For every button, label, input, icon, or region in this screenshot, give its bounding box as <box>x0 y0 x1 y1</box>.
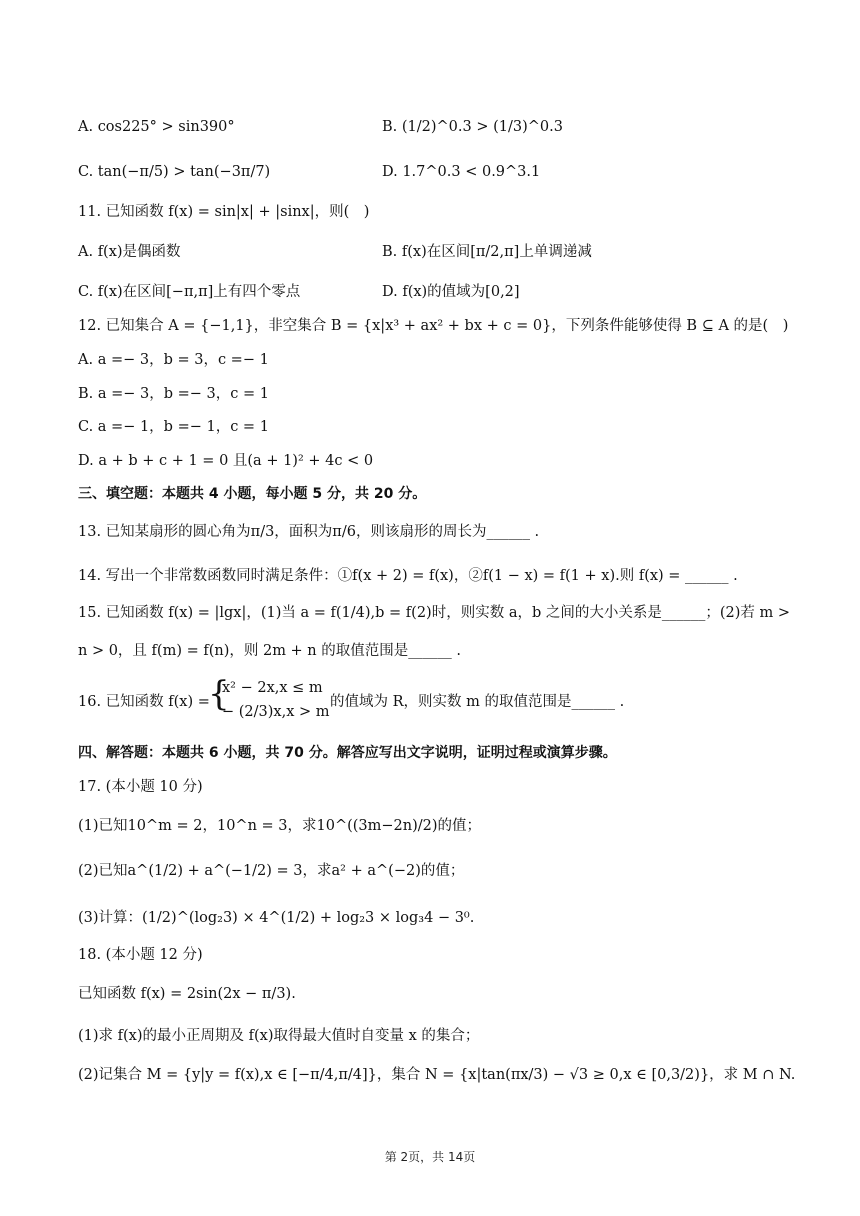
q16-prefix: 16. 已知函数 f(x) = <box>78 694 210 710</box>
q18-part-1: (1)求 f(x)的最小正周期及 f(x)取得最大值时自变量 x 的集合； <box>78 1028 480 1044</box>
q10-option-d: D. 1.7^0.3 < 0.9^3.1 <box>382 164 541 180</box>
q18-part-2: (2)记集合 M = {y|y = f(x),x ∈ [−π/4,π/4]}，集合 N = {x|tan(πx/3) − √3 ≥ 0,x ∈ [0,3/2)}，求 M ∩ N. <box>78 1067 796 1083</box>
q17-part-3: (3)计算：(1/2)^(log₂3) × 4^(1/2) + log₂3 × log₃4 − 3⁰. <box>78 910 475 926</box>
q13: 13. 已知某扇形的圆心角为π/3，面积为π/6，则该扇形的周长为______ . <box>78 524 540 540</box>
q12-option-d: D. a + b + c + 1 = 0 且(a + 1)² + 4c < 0 <box>78 453 374 469</box>
q18-stem: 已知函数 f(x) = 2sin(2x − π/3). <box>78 986 296 1002</box>
q10-option-b: B. (1/2)^0.3 > (1/3)^0.3 <box>382 119 563 135</box>
q11-option-a: A. f(x)是偶函数 <box>78 244 181 260</box>
q14: 14. 写出一个非常数函数同时满足条件：①f(x + 2) = f(x)，②f(1 − x) = f(1 + x).则 f(x) = ______ . <box>78 568 738 584</box>
q10-option-a: A. cos225° > sin390° <box>78 119 235 135</box>
q11-option-d: D. f(x)的值域为[0,2] <box>382 284 520 300</box>
q17-header: 17. (本小题 10 分) <box>78 779 203 795</box>
q11-option-b: B. f(x)在区间[π/2,π]上单调递减 <box>382 244 592 260</box>
q18-header: 18. (本小题 12 分) <box>78 947 203 963</box>
q11-option-c: C. f(x)在区间[−π,π]上有四个零点 <box>78 284 301 300</box>
q12-option-c: C. a =− 1，b =− 1，c = 1 <box>78 419 269 435</box>
q10-option-c: C. tan(−π/5) > tan(−3π/7) <box>78 164 271 180</box>
q12-option-a: A. a =− 3，b = 3，c =− 1 <box>78 352 269 368</box>
q17-part-2: (2)已知a^(1/2) + a^(−1/2) = 3，求a² + a^(−2)的值； <box>78 863 465 879</box>
q17-part-1: (1)已知10^m = 2，10^n = 3，求10^((3m−2n)/2)的值； <box>78 818 482 834</box>
q16-case-1: x² − 2x,x ≤ m <box>222 680 323 696</box>
q15-line-1: 15. 已知函数 f(x) = |lgx|，(1)当 a = f(1/4),b = f(2)时，则实数 a，b 之间的大小关系是______；(2)若 m > <box>78 605 791 621</box>
q12-stem: 12. 已知集合 A = {−1,1}，非空集合 B = {x|x³ + ax² + bx + c = 0}，下列条件能够使得 B ⊆ A 的是( ) <box>78 318 789 334</box>
q16-suffix: 的值域为 R，则实数 m 的取值范围是______ . <box>330 694 625 710</box>
q15-line-2: n > 0，且 f(m) = f(n)，则 2m + n 的取值范围是______ . <box>78 643 461 659</box>
q16-case-2: − (2/3)x,x > m <box>222 704 330 720</box>
q16-brace: { <box>208 674 230 714</box>
page-footer: 第 2页，共 14页 <box>384 1150 476 1164</box>
q11-stem: 11. 已知函数 f(x) = sin|x| + |sinx|，则( ) <box>78 204 370 220</box>
q12-option-b: B. a =− 3，b =− 3，c = 1 <box>78 386 269 402</box>
section-3-heading: 三、填空题：本题共 4 小题，每小题 5 分，共 20 分。 <box>78 486 427 502</box>
section-4-heading: 四、解答题：本题共 6 小题，共 70 分。解答应写出文字说明，证明过程或演算步骤。 <box>78 745 617 761</box>
